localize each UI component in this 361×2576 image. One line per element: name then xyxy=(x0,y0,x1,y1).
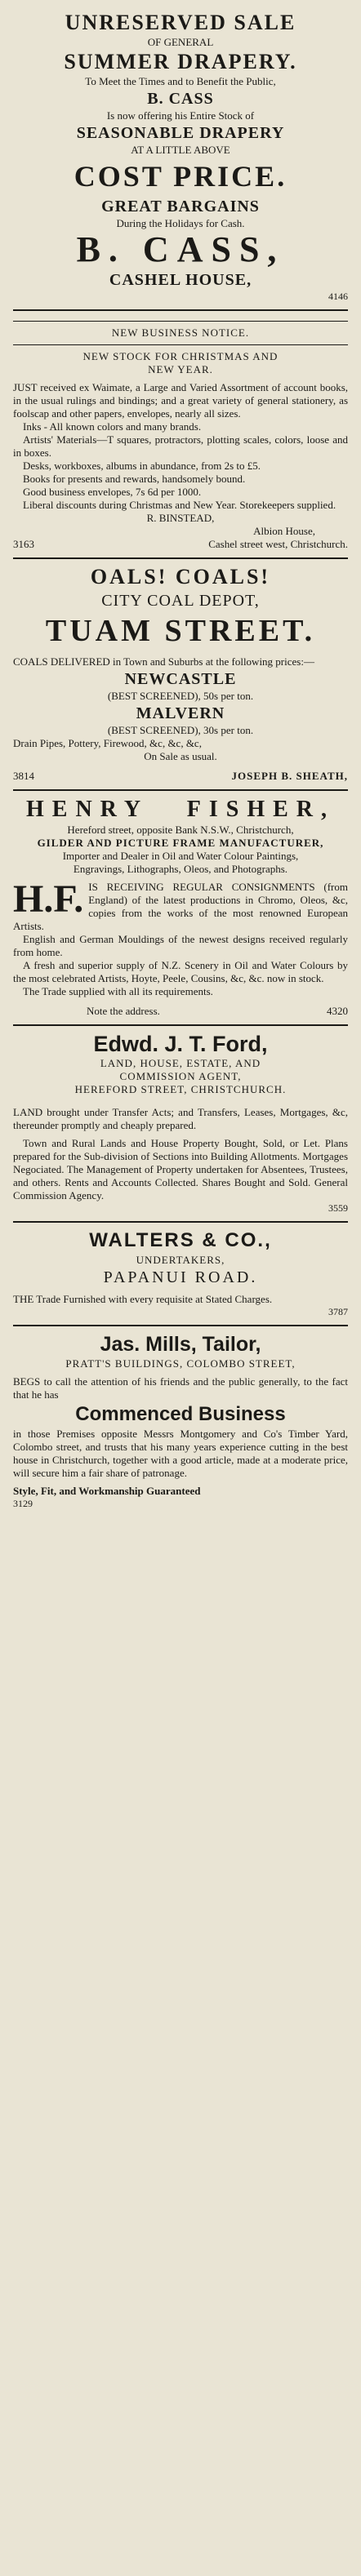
ad-ford xyxy=(13,1026,348,1223)
address: PRATT'S BUILDINGS, COLOMBO STREET, xyxy=(65,1357,296,1370)
body-paragraph: Inks - All known colors and many brands. xyxy=(23,420,202,433)
signature: R. BINSTEAD, xyxy=(146,512,215,524)
body-paragraph: JUST received ex Waimate, a Large and Varied Assortment of account books, in the usual rulings and bindings; and a great variety of general stationery, as foolscap and other papers, envelopes, nearly all sizes. xyxy=(13,381,348,420)
body-paragraph: Desks, workboxes, albums in abundance, from 2s to £5. xyxy=(23,460,261,472)
advertiser-name: B. CASS xyxy=(147,90,214,108)
text-line: To Meet the Times and to Benefit the Public, xyxy=(85,75,276,87)
guarantee-line: Style, Fit, and Workmanship Guaranteed xyxy=(13,1485,201,1497)
body-paragraph: THE Trade Furnished with every requisite at Stated Charges. xyxy=(13,1293,273,1305)
text-line: Is now offering his Entire Stock of xyxy=(106,109,255,122)
surname: FISHER, xyxy=(186,797,335,822)
trade-line: UNDERTAKERS, xyxy=(136,1254,225,1266)
price-line: (BEST SCREENED), 50s per ton. xyxy=(107,690,254,702)
divider xyxy=(13,344,348,345)
ad-reference-number: 3814 xyxy=(13,770,34,782)
headline: SEASONABLE DRAPERY xyxy=(76,124,285,142)
text-line: Importer and Dealer in Oil and Water Colour Paintings, xyxy=(62,850,299,862)
signature-line: Albion House, xyxy=(253,525,315,537)
body-paragraph: Town and Rural Lands and House Property Bought, Sold, or Let. Plans prepared for the Sub-division of Sections into Building Allotments. Mortgages Negociated. The Management of Property undertaken for Absentees, Trustees, and others. Rents and Accounts Collected. Shares Bought and Sold. General Commission Agency. xyxy=(13,1137,348,1201)
headline: OALS! COALS! xyxy=(90,565,271,588)
ad-coal xyxy=(13,559,348,791)
headline: NEW STOCK FOR CHRISTMAS AND xyxy=(82,350,279,362)
text-line: On Sale as usual. xyxy=(144,750,217,762)
body-paragraph: English and German Mouldings of the newest designs received regularly from home. xyxy=(13,933,348,958)
signature: JOSEPH B. SHEATH, xyxy=(231,770,348,782)
body-paragraph: Liberal discounts during Christmas and New Year. Storekeepers supplied. xyxy=(23,499,336,511)
headline: COST PRICE. xyxy=(74,160,287,193)
body-paragraph: Good business envelopes, 7s 6d per 1000. xyxy=(23,486,202,498)
divider xyxy=(13,321,348,322)
text-line: During the Holidays for Cash. xyxy=(116,217,245,229)
newspaper-page xyxy=(7,0,354,1521)
body-paragraph: in those Premises opposite Messrs Montgomery and Co's Timber Yard, Colombo street, and trusts that his many years experience cutting in the best house in Christchurch, together with a good article, made at a moderate price, will secure him a fair share of patronage. xyxy=(13,1428,348,1479)
product-name: NEWCASTLE xyxy=(124,670,237,688)
note: Note the address. xyxy=(87,1005,160,1017)
trade-line: GILDER AND PICTURE FRAME MANUFACTURER, xyxy=(37,837,324,849)
advertiser-name: B. CASS, xyxy=(76,229,285,269)
body-paragraph: LAND brought under Transfer Acts; and Transfers, Leases, Mortgages, &c, thereunder promptly and cheaply prepared. xyxy=(13,1106,348,1131)
address: Cashel street west, Christchurch. xyxy=(208,538,348,550)
subheading: OF GENERAL xyxy=(147,36,214,48)
hf-notice xyxy=(13,881,348,933)
ad-reference-number: 4320 xyxy=(327,1005,348,1017)
footer-row xyxy=(13,538,348,551)
body-paragraph: A fresh and superior supply of N.Z. Scenery in Oil and Water Colours by the most celebrated Artists, Hoyte, Peele, Cousins, &c, &c. now in stock. xyxy=(13,959,348,984)
footer-row xyxy=(13,1005,348,1018)
body-paragraph: IS RECEIVING REGULAR CONSIGNMENTS (from England) of the latest productions in Chromo, Oleos, &c, copies from the works of the most renowned European Artists. xyxy=(13,881,348,932)
body-paragraph: COALS DELIVERED in Town and Suburbs at the following prices:— xyxy=(13,655,314,668)
ad-mills xyxy=(13,1326,348,1517)
ad-cass xyxy=(13,5,348,311)
text-line: Drain Pipes, Pottery, Firewood, &c, &c, &c, xyxy=(13,737,202,749)
advertiser-name: Jas. Mills, Tailor, xyxy=(100,1333,261,1356)
ad-reference-number: 3129 xyxy=(13,1498,33,1509)
headline: SUMMER DRAPERY. xyxy=(64,50,297,73)
spacer xyxy=(13,1096,348,1106)
headline: GREAT BARGAINS xyxy=(101,198,260,215)
first-name: HENRY xyxy=(26,797,149,822)
trade-line: LAND, HOUSE, ESTATE, AND xyxy=(100,1057,261,1069)
product-name: MALVERN xyxy=(136,704,225,722)
ad-fisher xyxy=(13,791,348,1026)
footer-row xyxy=(13,770,348,783)
body-paragraph: BEGS to call the attention of his friends and the public generally, to the fact that he has xyxy=(13,1375,348,1401)
body-paragraph: Books for presents and rewards, handsomely bound. xyxy=(23,473,246,485)
ad-walters xyxy=(13,1223,348,1326)
ad-reference-number: 3163 xyxy=(13,538,34,550)
body-paragraph: The Trade supplied with all its requirements. xyxy=(23,985,213,997)
headline: TUAM STREET. xyxy=(45,614,316,648)
body-paragraph: Artists' Materials—T squares, protractors, plotting scales, colors, loose and in boxes. xyxy=(13,433,348,459)
address: HEREFORD STREET, CHRISTCHURCH. xyxy=(74,1083,287,1095)
advertiser-name: WALTERS & CO., xyxy=(89,1229,272,1251)
hf-initials: H.F. xyxy=(13,881,84,921)
headline xyxy=(13,796,348,824)
headline: Commenced Business xyxy=(75,1403,286,1425)
headline: UNRESERVED SALE xyxy=(65,11,296,34)
text-line: Engravings, Lithographs, Oleos, and Photographs. xyxy=(73,863,288,875)
ad-reference-number: 3559 xyxy=(328,1202,348,1214)
ad-reference-number: 3787 xyxy=(328,1306,348,1317)
headline: NEW YEAR. xyxy=(148,363,213,375)
advertiser-name: Edwd. J. T. Ford, xyxy=(93,1032,268,1056)
headline: NEW BUSINESS NOTICE. xyxy=(111,326,250,339)
address: Hereford street, opposite Bank N.S.W., Christchurch, xyxy=(67,824,294,836)
ad-reference-number: 4146 xyxy=(328,291,348,302)
subheading: CITY COAL DEPOT, xyxy=(101,592,260,610)
trade-line: COMMISSION AGENT, xyxy=(119,1070,242,1082)
subheading: AT A LITTLE ABOVE xyxy=(131,144,230,156)
address: CASHEL HOUSE, xyxy=(109,271,252,289)
ad-binstead xyxy=(13,311,348,559)
price-line: (BEST SCREENED), 30s per ton. xyxy=(107,724,254,736)
address: PAPANUI ROAD. xyxy=(103,1268,258,1286)
